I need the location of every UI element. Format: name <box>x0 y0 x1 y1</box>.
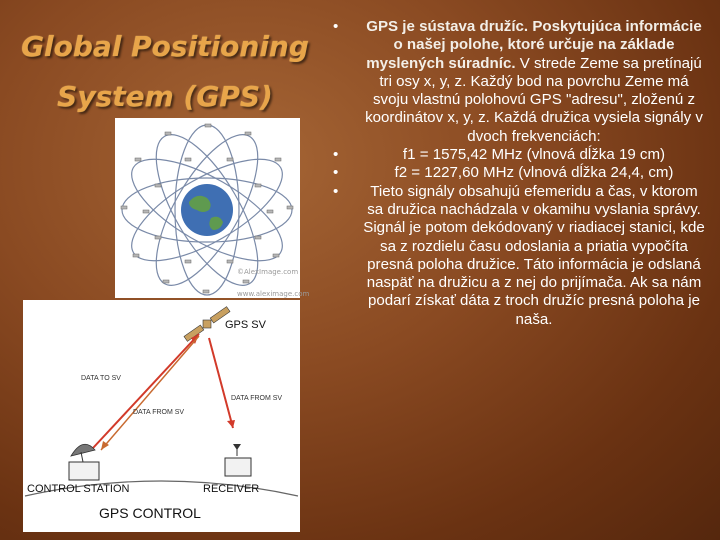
receiver-label: RECEIVER <box>203 483 260 495</box>
gps-control-label: GPS CONTROL <box>99 505 201 521</box>
bullet-item <box>333 183 705 329</box>
gps-orbit-illustration <box>115 118 310 298</box>
bullet-text: V strede Zeme sa pretínajú tri osy x, y, z. Každý bod na povrchu Zeme má svoju vlastnú polohovú GPS "adresu", zloženú z koordinátov x, y, z. Každá družica vysiela signály v dvoch frekvenciách: <box>365 54 703 145</box>
title-line-2: System (GPS) <box>57 80 273 113</box>
gps-satellite-icon <box>184 307 230 342</box>
bullet-text: f2 = 1227,60 MHz (vlnová dĺžka 24,4, cm) <box>394 164 674 182</box>
data-to-sv-label: DATA TO SV <box>81 375 121 382</box>
control-station-label: CONTROL STATION <box>27 483 130 495</box>
receiver-icon <box>225 444 251 476</box>
gps-sv-label: GPS SV <box>225 319 266 331</box>
data-from-sv-right-label: DATA FROM SV <box>231 395 283 402</box>
title-line-1: Global Positioning <box>21 30 309 63</box>
bullet-list <box>333 18 705 329</box>
bullet-item <box>333 18 705 146</box>
gps-control-diagram <box>23 300 300 532</box>
watermark-1: ©AlexImage.com <box>237 268 299 276</box>
control-station-icon <box>69 444 99 480</box>
slide-title <box>0 22 330 122</box>
signal-arrows <box>93 334 235 450</box>
bullet-text: f1 = 1575,42 MHz (vlnová dĺžka 19 cm) <box>402 146 666 164</box>
bullet-highlight: GPS je sústava družíc. Poskytujúca informácie o našej polohe, ktoré určuje na základe myslených súradníc. <box>366 18 702 72</box>
earth-icon <box>181 184 233 236</box>
watermark-2: www.aleximage.com <box>237 290 310 298</box>
data-from-sv-left-label: DATA FROM SV <box>133 409 185 416</box>
bullet-item <box>333 164 705 182</box>
orbit-drawing <box>115 118 310 298</box>
bullet-item <box>333 146 705 164</box>
bullet-text: Tieto signály obsahujú efemeridu a čas, v ktorom sa družica nachádzala v okamihu vyslania správy. Signál je potom dekódovaný v riadiacej stanici, kde sa z rozdielu času odoslania a priatia vypočíta presná poloha družice. Táto informácia je odslaná naspäť na družicu a z nej do prijímača. Ak sa nám podarí získať dáta z troch družíc presná poloha je naša. <box>363 182 705 328</box>
control-drawing <box>23 300 300 532</box>
